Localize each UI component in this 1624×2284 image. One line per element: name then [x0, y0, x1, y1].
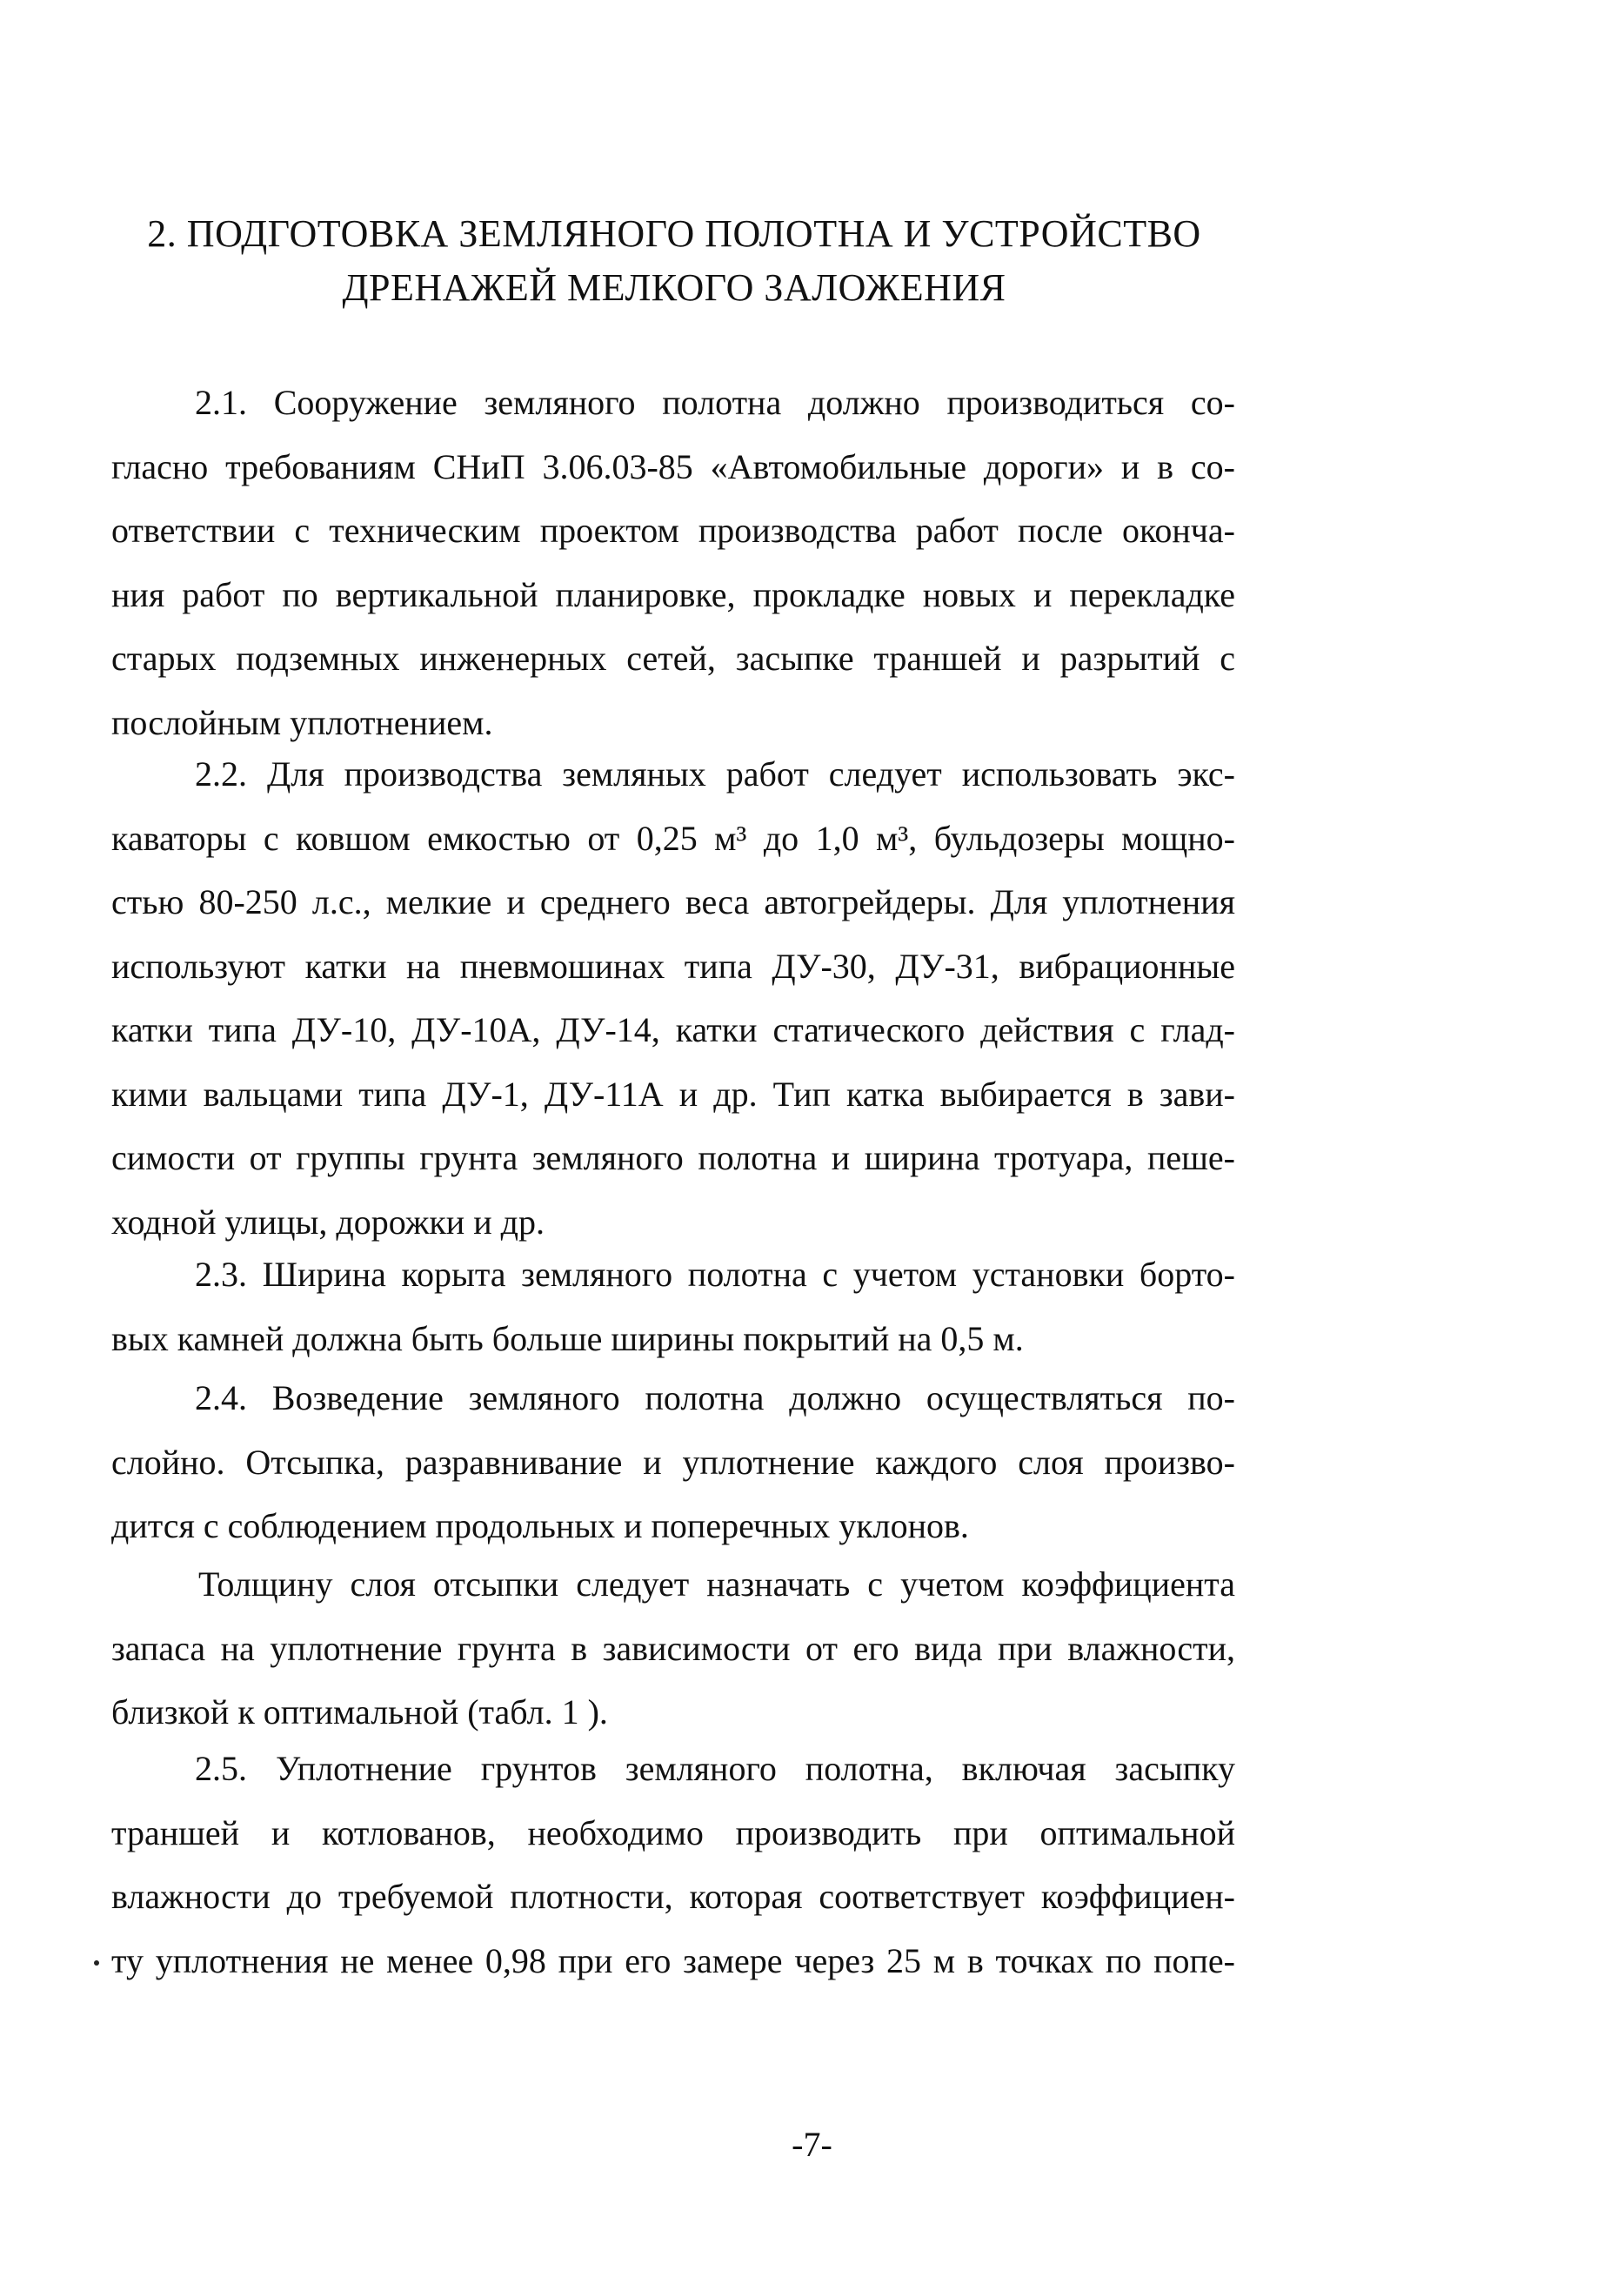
page-number: -7-	[792, 2125, 832, 2164]
text-line: Толщину слоя отсыпки следует назначать с учетом коэффициента	[198, 1564, 1235, 1604]
scan-speck	[94, 1960, 99, 1966]
text-line: 2.5. Уплотнение грунтов земляного полотна, включая засыпку	[195, 1749, 1235, 1788]
text-line: старых подземных инженерных сетей, засыпке траншей и разрытий с	[111, 639, 1235, 678]
text-line: слойно. Отсыпка, разравнивание и уплотнение каждого слоя произво-	[111, 1442, 1235, 1482]
paragraph-2-2	[111, 742, 1235, 1254]
text-line: 2.3. Ширина корыта земляного полотна с учетом установки борто-	[195, 1255, 1235, 1294]
text-line: ния работ по вертикальной планировке, прокладке новых и перекладке	[111, 574, 1235, 614]
paragraph-2-1	[111, 371, 1235, 754]
text-line: ту уплотнения не менее 0,98 при его замере через 25 м в точках по попе-	[111, 1940, 1235, 1980]
paragraph-2-5	[111, 1737, 1235, 1993]
text-line: близкой к оптимальной (табл. 1 ).	[111, 1692, 608, 1731]
paragraph-2-4-continued	[111, 1552, 1235, 1745]
text-line: кими вальцами типа ДУ-1, ДУ-11А и др. Тип катка выбирается в зави-	[111, 1074, 1235, 1114]
text-line: вых камней должна быть больше ширины покрытий на 0,5 м.	[111, 1318, 1024, 1358]
text-line: траншей и котлованов, необходимо производить при оптимальной	[111, 1812, 1235, 1852]
heading-line-2: ДРЕНАЖЕЙ МЕЛКОГО ЗАЛОЖЕНИЯ	[342, 266, 1006, 309]
text-line: используют катки на пневмошинах типа ДУ-30, ДУ-31, вибрационные	[111, 946, 1235, 986]
paragraph-2-3	[111, 1242, 1235, 1370]
paragraph-2-4	[111, 1366, 1235, 1558]
text-line: 2.4. Возведение земляного полотна должно осуществляться по-	[195, 1378, 1235, 1417]
text-line: каваторы с ковшом емкостью от 0,25 м³ до 1,0 м³, бульдозеры мощно-	[111, 818, 1235, 858]
text-line: гласно требованиям СНиП 3.06.03-85 «Автомобильные дороги» и в со-	[111, 446, 1235, 486]
text-line: стью 80-250 л.с., мелкие и среднего веса автогрейдеры. Для уплотнения	[111, 882, 1235, 921]
text-line: ходной улицы, дорожки и др.	[111, 1202, 545, 1242]
text-line: запаса на уплотнение грунта в зависимости от его вида при влажности,	[111, 1628, 1235, 1668]
text-line: послойным уплотнением.	[111, 702, 493, 742]
text-line: влажности до требуемой плотности, которая соответствует коэффициен-	[111, 1877, 1235, 1916]
text-line: 2.2. Для производства земляных работ следует использовать экс-	[195, 754, 1235, 794]
section-heading	[113, 207, 1235, 315]
heading-line-1: 2. ПОДГОТОВКА ЗЕМЛЯНОГО ПОЛОТНА И УСТРОЙСТВО	[147, 212, 1201, 255]
text-line: катки типа ДУ-10, ДУ-10А, ДУ-14, катки статического действия с глад-	[111, 1010, 1235, 1049]
text-line: 2.1. Сооружение земляного полотна должно производиться со-	[195, 383, 1235, 422]
text-line: симости от группы грунта земляного полотна и ширина тротуара, пеше-	[111, 1138, 1235, 1177]
text-line: ответствии с техническим проектом производства работ после оконча-	[111, 511, 1235, 550]
text-line: дится с соблюдением продольных и поперечных уклонов.	[111, 1506, 969, 1545]
